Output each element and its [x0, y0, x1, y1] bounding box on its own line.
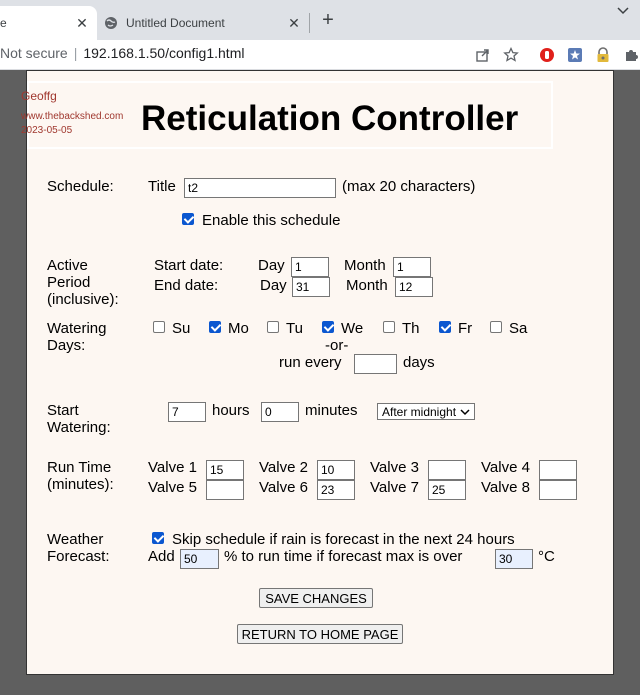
weather-label-2: Forecast: [47, 548, 110, 565]
valve-1-label: Valve 1 [148, 459, 197, 476]
start-day-input[interactable] [291, 257, 329, 277]
config-page [21, 70, 614, 675]
hours-input[interactable] [168, 402, 206, 422]
day-checkbox-tu[interactable] [267, 321, 279, 333]
valve-5-label: Valve 5 [148, 479, 197, 496]
day-label-th: Th [402, 320, 420, 337]
day-label-fr: Fr [458, 320, 473, 337]
end-month-input[interactable] [395, 277, 433, 297]
day-checkbox-su[interactable] [153, 321, 165, 333]
end-month-label: Month [346, 277, 388, 294]
save-changes-button[interactable]: SAVE CHANGES [259, 588, 373, 608]
valve-2-label: Valve 2 [259, 459, 308, 476]
title-label: Title [148, 178, 176, 195]
tab-untitled-document[interactable] [97, 6, 309, 40]
add-label: Add [148, 548, 175, 565]
tab-active[interactable] [0, 6, 97, 40]
start-month-label: Month [344, 257, 386, 274]
day-checkbox-mo[interactable] [209, 321, 221, 333]
day-label-mo: Mo [228, 320, 249, 337]
page-title: Reticulation Controller [141, 99, 519, 138]
valve-3-input[interactable] [428, 460, 466, 480]
valve-4-label: Valve 4 [481, 459, 530, 476]
valve-2-input[interactable] [317, 460, 355, 480]
valve-7-label: Valve 7 [370, 479, 419, 496]
days-label: days [403, 354, 435, 371]
day-label-tu: Tu [286, 320, 303, 337]
bookmark-star-icon[interactable] [502, 46, 520, 64]
minutes-input[interactable] [261, 402, 299, 422]
return-home-button[interactable]: RETURN TO HOME PAGE [237, 624, 403, 644]
percent-label: % to run time if forecast max is over [224, 548, 463, 565]
valve-4-input[interactable] [539, 460, 577, 480]
start-month-input[interactable] [393, 257, 431, 277]
start-day-label: Day [258, 257, 285, 274]
start-watering-label-1: Start [47, 402, 79, 419]
active-period-label-1: Active [47, 257, 88, 274]
valve-8-input[interactable] [539, 480, 577, 500]
enable-schedule-label: Enable this schedule [202, 212, 341, 229]
start-relative-select[interactable] [377, 403, 475, 420]
end-day-input[interactable] [292, 277, 330, 297]
tab-search-chevron-icon[interactable] [616, 4, 632, 20]
day-checkbox-fr[interactable] [439, 321, 451, 333]
temperature-threshold-input[interactable] [495, 549, 533, 569]
valve-8-label: Valve 8 [481, 479, 530, 496]
day-label-su: Su [172, 320, 191, 337]
max-characters-note: (max 20 characters) [342, 178, 476, 195]
run-every-input[interactable] [354, 354, 397, 374]
run-time-label-1: Run Time [47, 459, 112, 476]
new-tab-plus-icon[interactable]: + [322, 9, 334, 31]
active-period-label-3: (inclusive): [47, 291, 119, 308]
run-every-label: run every [279, 354, 342, 371]
day-checkbox-sa[interactable] [490, 321, 502, 333]
skip-if-rain-checkbox[interactable] [152, 532, 164, 544]
extension-red-shield-icon[interactable] [538, 46, 556, 64]
hours-label: hours [212, 402, 250, 419]
header-date: 2023-05-05 [21, 125, 73, 136]
watering-days-label-2: Days: [47, 337, 86, 354]
close-tab-icon[interactable]: ✕ [76, 14, 88, 31]
site-name: www.thebackshed.com [21, 111, 124, 122]
url-display[interactable]: Not secure | 192.168.1.50/config1.html [0, 45, 245, 61]
start-watering-label-2: Watering: [47, 419, 111, 436]
valve-5-input[interactable] [206, 480, 244, 500]
run-time-label-2: (minutes): [47, 476, 114, 493]
chevron-down-icon [460, 408, 470, 416]
share-icon[interactable] [474, 46, 492, 64]
add-percent-input[interactable] [180, 549, 219, 569]
minutes-label: minutes [305, 402, 358, 419]
title-input[interactable] [184, 178, 336, 198]
day-label-sa: Sa [509, 320, 528, 337]
valve-7-input[interactable] [428, 480, 466, 500]
weather-label-1: Weather [47, 531, 104, 548]
extensions-puzzle-icon[interactable] [622, 46, 640, 64]
schedule-label: Schedule: [47, 178, 114, 195]
skip-if-rain-label: Skip schedule if rain is forecast in the next 24 hours [172, 531, 515, 548]
valve-1-input[interactable] [206, 460, 244, 480]
extension-lock-icon[interactable] [594, 46, 612, 64]
author-name: Geoffg [21, 89, 57, 103]
extension-square-icon[interactable] [566, 46, 584, 64]
close-tab-icon[interactable]: ✕ [288, 14, 300, 31]
or-text: -or- [325, 337, 349, 354]
active-period-label-2: Period [47, 274, 91, 291]
end-date-label: End date: [154, 277, 219, 294]
address-bar [0, 40, 640, 70]
url-text[interactable]: 192.168.1.50/config1.html [83, 45, 245, 61]
enable-schedule-checkbox[interactable] [182, 213, 194, 225]
valve-3-label: Valve 3 [370, 459, 419, 476]
day-checkbox-we[interactable] [322, 321, 334, 333]
start-date-label: Start date: [154, 257, 224, 274]
globe-icon [104, 16, 118, 30]
celsius-unit: °C [538, 548, 555, 565]
tab-inactive-title: Untitled Document [126, 16, 225, 30]
tab-strip [0, 0, 640, 40]
valve-6-label: Valve 6 [259, 479, 308, 496]
day-label-we: We [341, 320, 364, 337]
watering-days-label-1: Watering [47, 320, 107, 337]
tab-separator [309, 13, 310, 33]
start-relative-value: After midnight [382, 404, 457, 419]
valve-6-input[interactable] [317, 480, 355, 500]
end-day-label: Day [260, 277, 287, 294]
day-checkbox-th[interactable] [383, 321, 395, 333]
security-indicator[interactable]: Not secure [0, 45, 68, 61]
tab-active-title: e [0, 16, 7, 30]
